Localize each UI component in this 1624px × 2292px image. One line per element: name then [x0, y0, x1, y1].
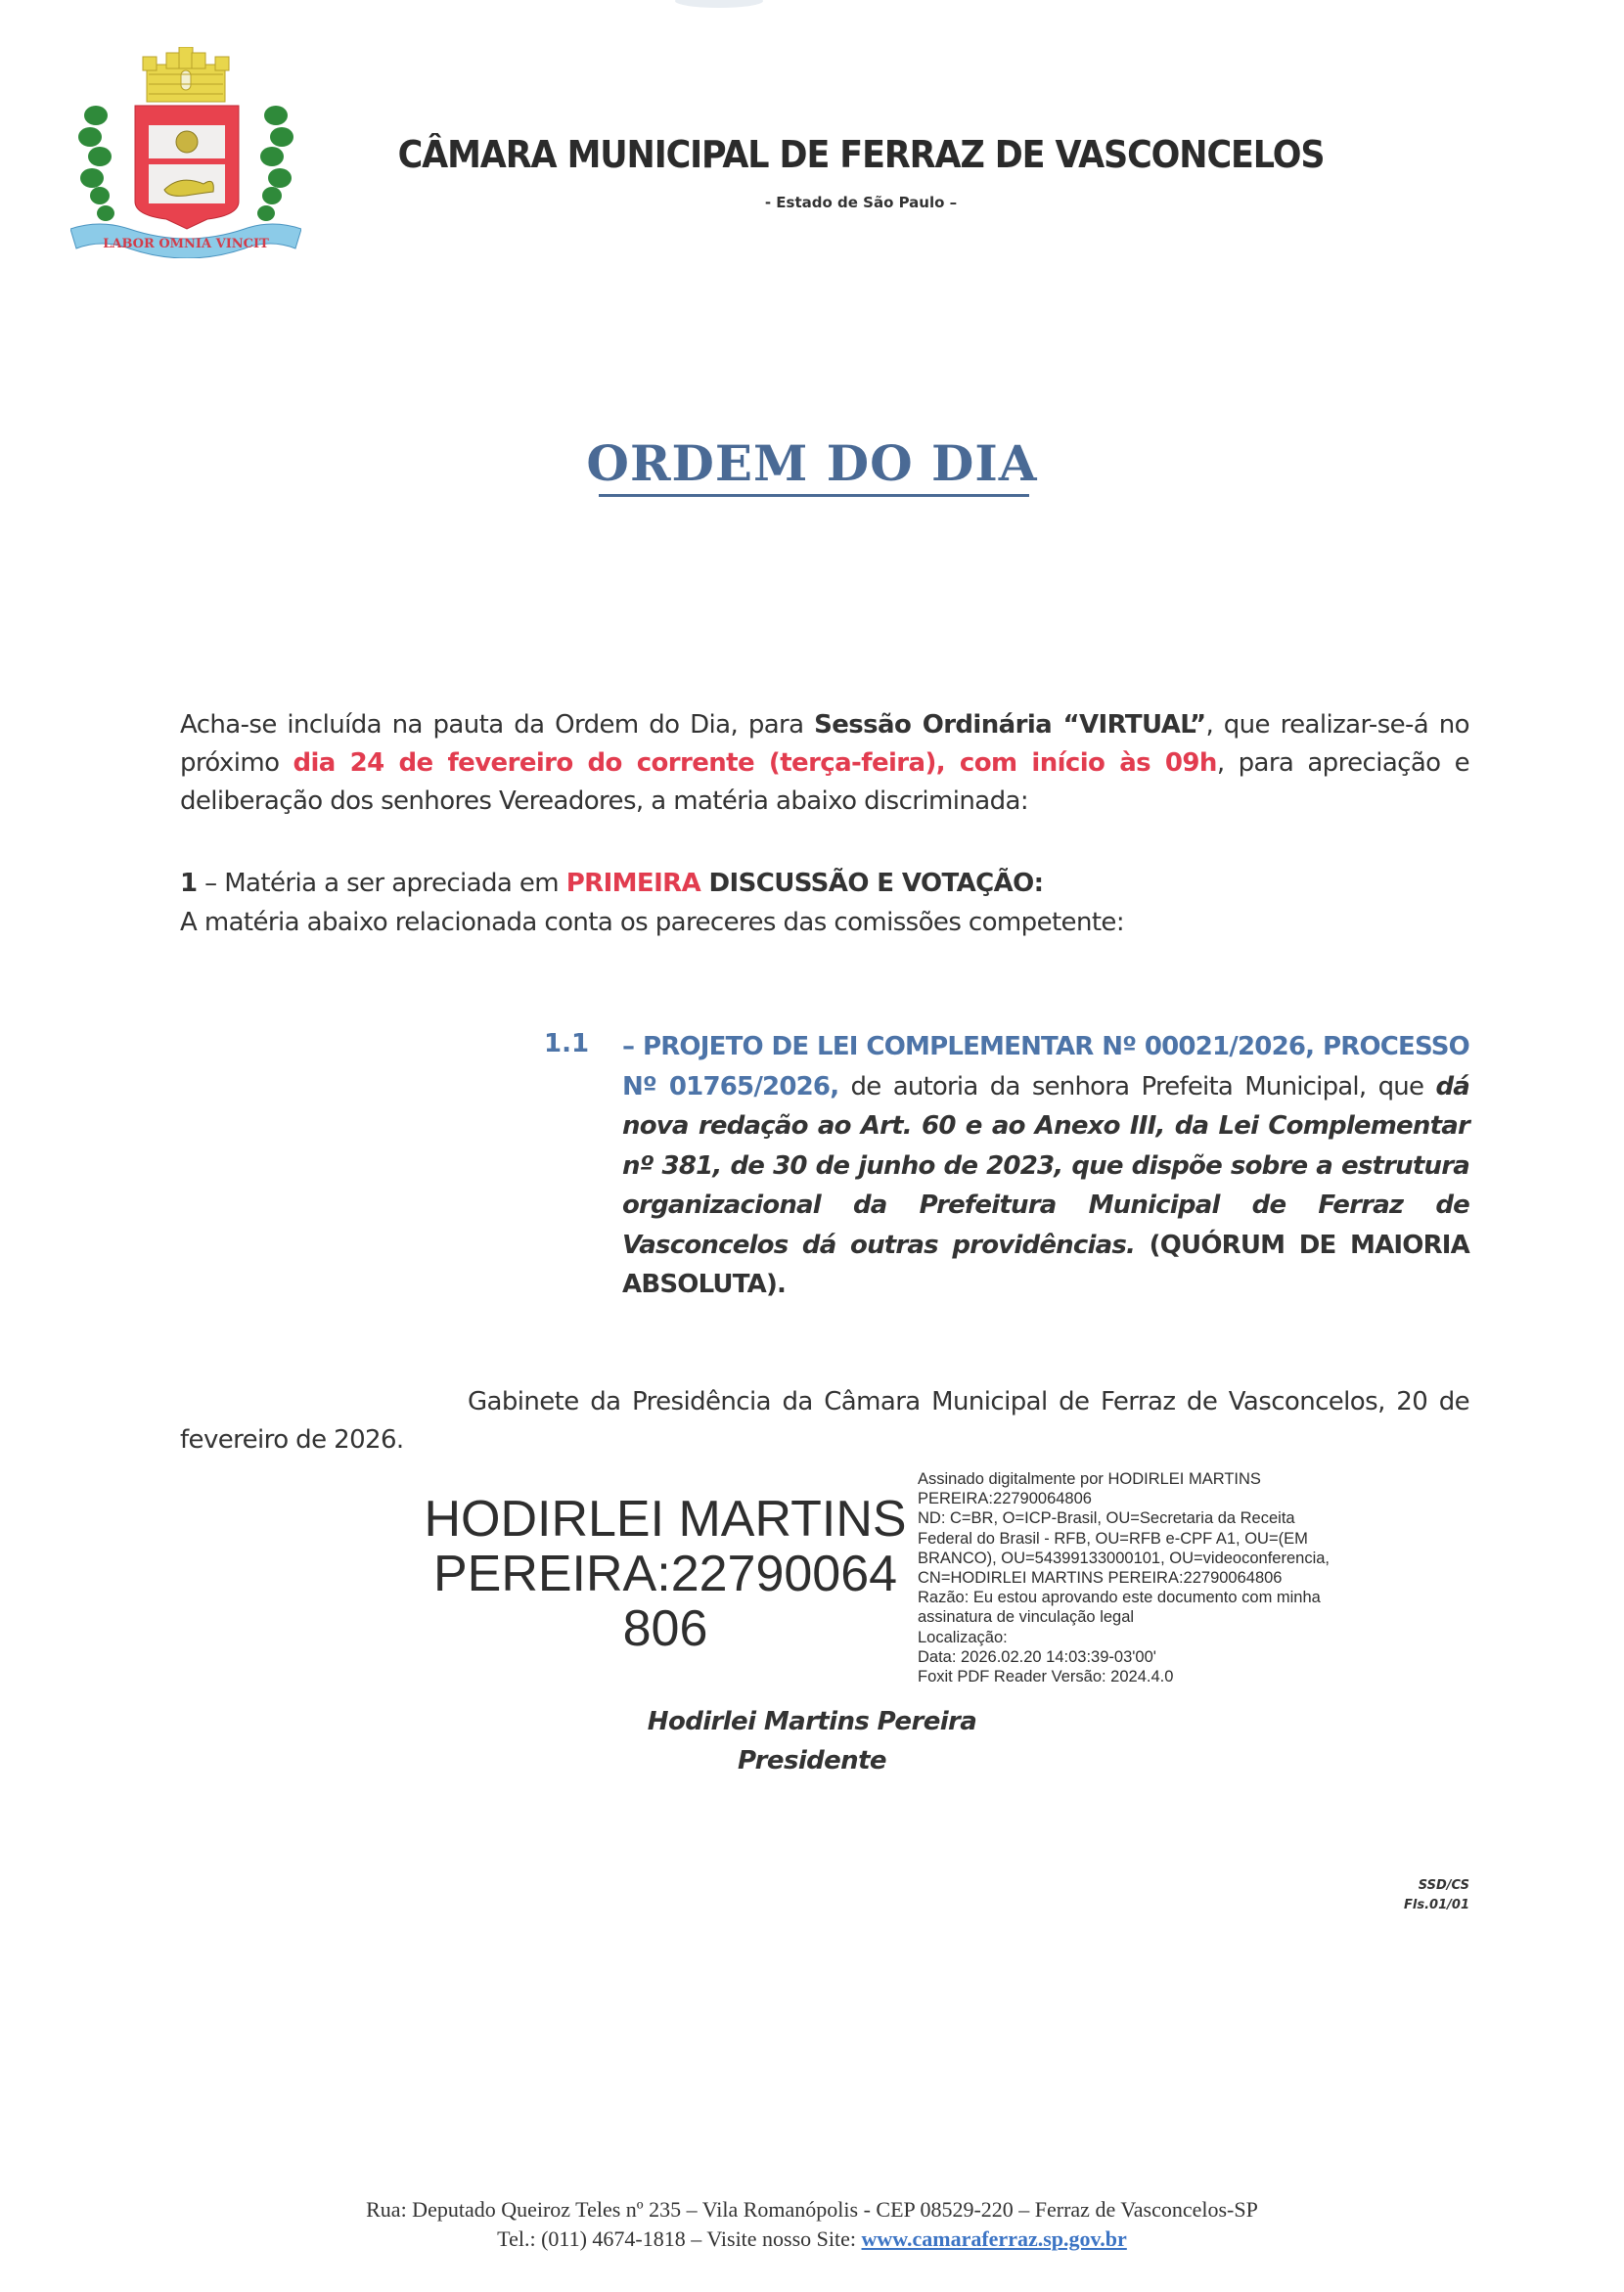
- signatory-name: Hodirlei Martins Pereira: [647, 1707, 977, 1736]
- institution-state: - Estado de São Paulo –: [764, 194, 958, 211]
- section-stage: PRIMEIRA: [565, 869, 701, 898]
- signature-detail-line: assinatura de vinculação legal: [918, 1608, 1135, 1627]
- signature-detail-line: ND: C=BR, O=ICP-Brasil, OU=Secretaria da Receita: [918, 1509, 1295, 1528]
- footer-contact: [196, 2225, 1428, 2254]
- session-type: Sessão Ordinária “VIRTUAL”: [814, 710, 1206, 740]
- closing-paragraph: Gabinete da Presidência da Câmara Municipal de Ferraz de Vasconcelos, 20 de fevereiro de 2026.: [180, 1387, 1469, 1455]
- signature-detail-line: PEREIRA:22790064806: [918, 1490, 1092, 1508]
- stamp-line: HODIRLEI MARTINS: [424, 1491, 907, 1548]
- intro-text: , que realizar-se-á no próximo: [180, 710, 1469, 778]
- crown-icon: [143, 47, 229, 102]
- item-author: de autoria da senhora Prefeita Municipal, que: [838, 1071, 1436, 1101]
- title-underline: [599, 494, 1029, 497]
- signature-detail-line: Data: 2026.02.20 14:03:39-03'00': [918, 1647, 1156, 1666]
- signature-detail-line: BRANCO), OU=54399133000101, OU=videoconferencia,: [918, 1549, 1330, 1567]
- signature-details: [918, 1469, 1387, 1686]
- agenda-item: [622, 1027, 1469, 1305]
- session-date-time: dia 24 de fevereiro do corrente (terça-feira), com início às 09h: [293, 748, 1217, 778]
- document-title: ORDEM DO DIA: [586, 434, 1038, 492]
- digital-signature-stamp: [421, 1492, 910, 1656]
- section-number: 1: [180, 869, 198, 898]
- intro-text: Acha-se incluída na pauta da Ordem do Dia, para: [180, 710, 815, 740]
- signatory: [548, 1702, 1076, 1780]
- footer-phone: Tel.: (011) 4674-1818 – Visite nosso Site:: [497, 2226, 862, 2251]
- municipal-coat-of-arms-icon: [70, 47, 301, 258]
- stamp-line: PEREIRA:22790064: [432, 1546, 898, 1602]
- signature-detail-line: CN=HODIRLEI MARTINS PEREIRA:22790064806: [918, 1569, 1283, 1588]
- item-number: 1.1: [544, 1029, 590, 1058]
- intro-paragraph: [180, 706, 1469, 821]
- item-summary: dá nova redação ao Art. 60 e ao Anexo III, da Lei Complementar nº 381, de 30 de junho de 2023, que dispõe sobre a estrutura organizacional da Prefeitura Municipal de Ferraz de Vasconcelos dá outras providências.: [622, 1071, 1470, 1260]
- svg-text:LABOR OMNIA VINCIT: LABOR OMNIA VINCIT: [103, 237, 269, 251]
- website-link[interactable]: www.camaraferraz.sp.gov.br: [861, 2226, 1127, 2251]
- signature-detail-line: Razão: Eu estou aprovando este documento com minha: [918, 1589, 1321, 1607]
- section-heading: [180, 865, 1469, 903]
- stamp-line: 806: [622, 1600, 708, 1657]
- footer: [196, 2195, 1428, 2254]
- signature-detail-line: Federal do Brasil - RFB, OU=RFB e-CPF A1, OU=(EM: [918, 1529, 1308, 1548]
- document-reference: [1331, 1876, 1469, 1915]
- intro-text: , para apreciação e deliberação dos senhores Vereadores, a matéria abaixo discriminada:: [180, 748, 1469, 816]
- item-reference: – PROJETO DE LEI COMPLEMENTAR Nº 00021/2026, PROCESSO Nº 01765/2026,: [622, 1032, 1469, 1101]
- section-subtitle: A matéria abaixo relacionada conta os pareceres das comissões competente:: [180, 908, 1124, 937]
- institution-name: CÂMARA MUNICIPAL DE FERRAZ DE VASCONCELOS: [397, 133, 1325, 176]
- scan-artifact: [675, 0, 763, 8]
- page-count: Fls.01/01: [1404, 1898, 1469, 1912]
- signature-detail-line: Localização:: [918, 1628, 1008, 1646]
- section-text: – Matéria a ser apreciada em: [197, 869, 566, 898]
- signature-detail-line: Assinado digitalmente por HODIRLEI MARTINS: [918, 1470, 1261, 1488]
- item-quorum: (QUÓRUM DE MAIORIA ABSOLUTA).: [622, 1230, 1470, 1299]
- signature-detail-line: Foxit PDF Reader Versão: 2024.4.0: [918, 1668, 1174, 1686]
- reference-code: SSD/CS: [1418, 1878, 1469, 1893]
- section-stage-rest: DISCUSSÃO E VOTAÇÃO:: [700, 869, 1044, 898]
- signatory-role: Presidente: [738, 1746, 886, 1775]
- footer-address: Rua: Deputado Queiroz Teles nº 235 – Vila Romanópolis - CEP 08529-220 – Ferraz de Vasconcelos-SP: [366, 2197, 1258, 2222]
